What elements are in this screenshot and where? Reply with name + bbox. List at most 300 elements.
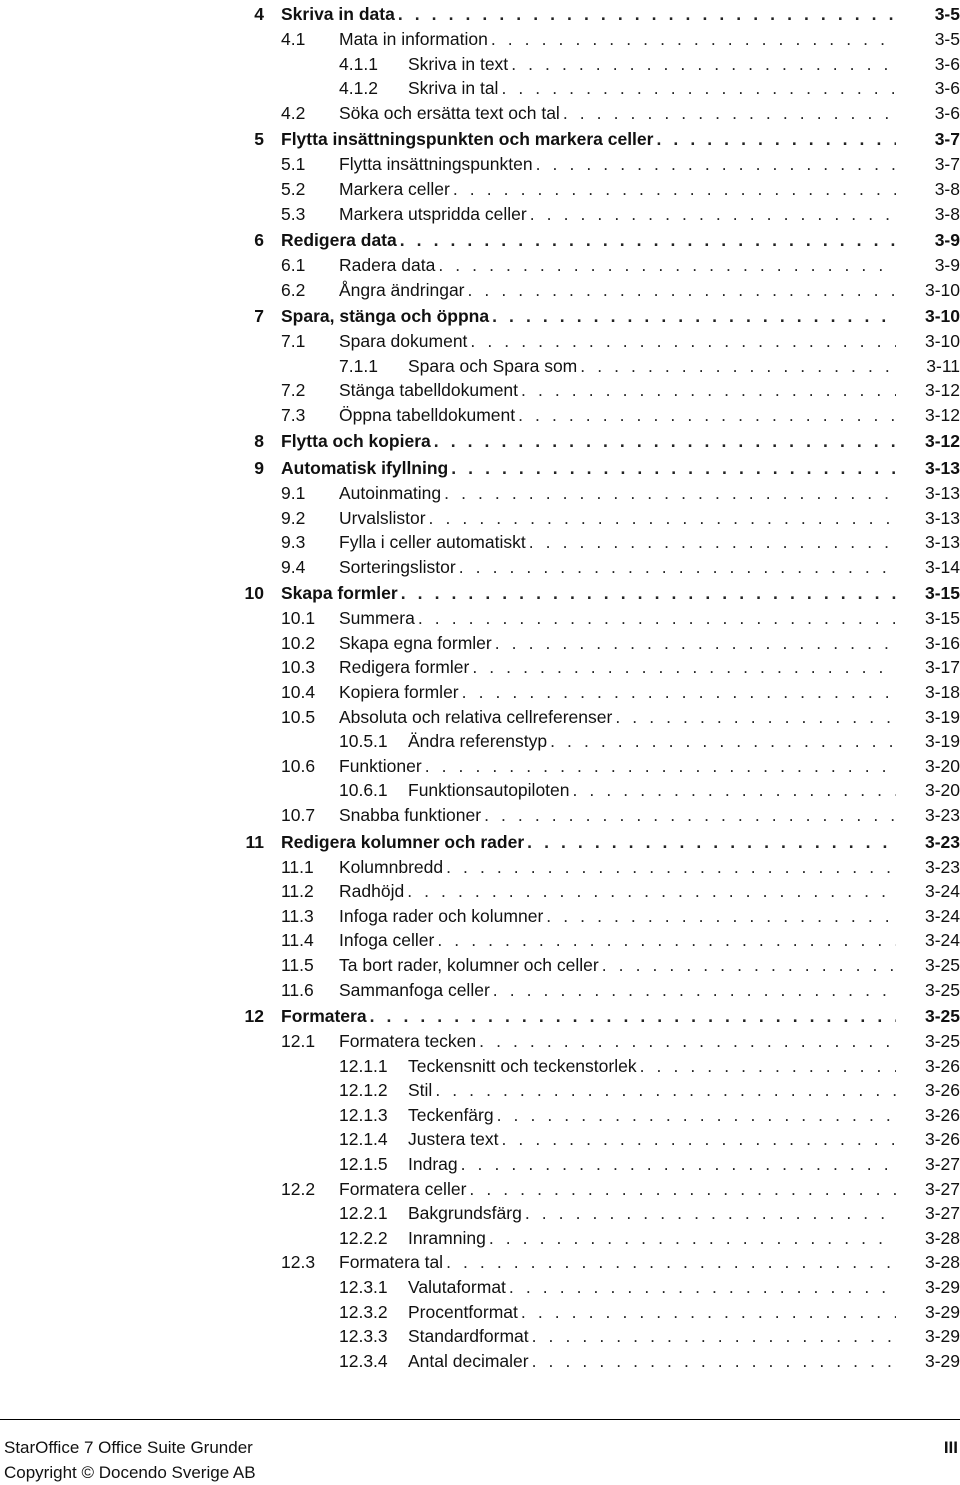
toc-entry-page: 3-8	[934, 178, 960, 199]
toc-entry-main	[408, 731, 896, 751]
toc-entry-main	[408, 780, 896, 800]
toc-entry-page: 3-27	[924, 1178, 960, 1199]
toc-entry-page: 3-8	[934, 203, 960, 224]
toc-entry-number: 10.2	[281, 632, 316, 653]
toc-entry-main	[339, 881, 896, 901]
toc-entry[interactable]	[0, 1347, 960, 1371]
toc-entry-main	[339, 483, 896, 503]
toc-entry-main	[339, 508, 896, 528]
toc-entry-number: 7.2	[281, 380, 306, 401]
toc-entry-title: Formatera tal	[339, 1252, 444, 1273]
dot-leader	[525, 1203, 896, 1223]
toc-entry-title: Formatera celler	[339, 1178, 467, 1199]
toc-entry-main	[408, 1277, 896, 1297]
toc-entry-title: Flytta insättningspunkten	[339, 154, 533, 175]
toc-entry[interactable]	[0, 1322, 960, 1346]
toc-entry-number: 11.1	[281, 856, 314, 877]
dot-leader	[479, 1031, 896, 1051]
toc-entry-page: 3-6	[934, 53, 960, 74]
toc-entry-page: 3-10	[924, 331, 960, 352]
toc-entry-main	[281, 306, 896, 326]
dot-leader	[451, 458, 896, 478]
toc-entry[interactable]	[0, 376, 960, 400]
toc-entry-page: 3-23	[924, 831, 960, 852]
toc-entry-page: 3-10	[924, 279, 960, 300]
toc-entry-page: 3-16	[924, 632, 960, 653]
toc-entry-main	[339, 707, 896, 727]
dot-leader	[550, 731, 896, 751]
toc-entry-main	[408, 1228, 896, 1248]
dot-leader	[437, 930, 896, 950]
toc-entry-number: 9.3	[281, 532, 306, 553]
toc-entry-page: 3-27	[924, 1203, 960, 1224]
toc-entry[interactable]	[0, 427, 960, 451]
toc-entry[interactable]	[0, 74, 960, 98]
toc-entry-title: Kopiera formler	[339, 682, 459, 702]
toc-entry-main	[281, 583, 896, 603]
toc-entry-page: 3-14	[924, 556, 960, 577]
toc-entry-number: 6	[254, 230, 264, 250]
toc-entry-main	[339, 29, 896, 49]
dot-leader	[573, 780, 897, 800]
dot-leader	[521, 1302, 896, 1322]
dot-leader	[602, 955, 896, 975]
toc-entry-title: Urvalslistor	[339, 507, 426, 528]
toc-entry-title: Ändra referenstyp	[408, 731, 548, 752]
toc-entry-number: 9	[254, 457, 264, 478]
dot-leader	[462, 682, 896, 702]
toc-entry-main	[339, 657, 896, 677]
dot-leader	[370, 1006, 896, 1026]
toc-entry-title: Kolumnbredd	[339, 856, 444, 877]
toc-entry-title: Snabba funktioner	[339, 805, 482, 825]
dot-leader	[489, 1228, 896, 1248]
toc-entry-page: 3-25	[924, 979, 960, 1000]
footer-divider	[0, 1419, 960, 1420]
toc-entry[interactable]	[0, 703, 960, 727]
toc-entry-main	[408, 1056, 896, 1076]
toc-entry-number: 11.6	[281, 979, 314, 1000]
toc-entry-page: 3-26	[924, 1080, 960, 1101]
toc-entry-title: Funktionsautopiloten	[408, 780, 570, 801]
dot-leader	[401, 583, 896, 603]
toc-entry-main	[408, 1080, 896, 1100]
toc-entry-main	[281, 832, 896, 852]
toc-entry-title: Mata in information	[339, 29, 488, 49]
toc-entry-page: 3-10	[924, 306, 960, 327]
toc-entry[interactable]	[0, 125, 960, 149]
toc-entry-main	[339, 955, 896, 975]
toc-entry[interactable]	[0, 50, 960, 74]
dot-leader	[398, 4, 896, 24]
toc-entry-page: 3-20	[924, 755, 960, 776]
toc-entry-number: 5.3	[281, 203, 306, 224]
dot-leader	[459, 557, 896, 577]
toc-entry-title: Valutaformat	[408, 1277, 506, 1297]
toc-entry-title: Redigera kolumner och rader	[281, 831, 525, 852]
toc-entry[interactable]	[0, 653, 960, 677]
toc-entry[interactable]	[0, 175, 960, 199]
toc-entry-main	[339, 930, 896, 950]
toc-entry-number: 12	[244, 1006, 264, 1026]
toc-entry-number: 4.1	[281, 29, 306, 49]
toc-entry-title: Ångra ändringar	[339, 279, 465, 300]
toc-entry[interactable]	[0, 1002, 960, 1026]
toc-entry-number: 12.3.1	[339, 1277, 388, 1297]
toc-entry-main	[408, 1154, 896, 1174]
toc-entry-main	[339, 154, 896, 174]
toc-entry-number: 9.4	[281, 556, 306, 577]
dot-leader	[495, 633, 896, 653]
toc-entry-number: 12.1	[281, 1031, 316, 1051]
toc-entry-number: 10.3	[281, 657, 316, 678]
toc-entry-page: 3-12	[924, 380, 960, 401]
dot-leader	[497, 1105, 896, 1125]
toc-entry[interactable]	[0, 1248, 960, 1272]
dot-leader	[429, 508, 896, 528]
toc-entry-page: 3-19	[924, 706, 960, 727]
dot-leader	[640, 1056, 896, 1076]
toc-entry-main	[281, 230, 896, 250]
toc-entry-title: Formatera	[281, 1006, 367, 1026]
dot-leader	[511, 54, 896, 74]
toc-entry-main	[339, 857, 896, 877]
toc-entry-page: 3-18	[924, 682, 960, 702]
toc-entry-main	[339, 608, 896, 628]
toc-entry-number: 10.5	[281, 706, 316, 727]
toc-entry-number: 4	[254, 4, 264, 24]
toc-entry-number: 11.3	[281, 905, 314, 926]
toc-entry-page: 3-19	[924, 731, 960, 752]
toc-entry[interactable]	[0, 200, 960, 224]
toc-entry-title: Radhöjd	[339, 881, 405, 902]
toc-entry-main	[281, 1006, 896, 1026]
toc-entry[interactable]	[0, 853, 960, 877]
dot-leader	[484, 805, 896, 825]
footer-book-title: StarOffice 7 Office Suite Grunder	[4, 1438, 253, 1457]
toc-entry-number: 7.1	[281, 331, 306, 352]
toc-entry[interactable]	[0, 1125, 960, 1149]
toc-entry-main	[339, 557, 896, 577]
dot-leader	[563, 103, 896, 123]
toc-entry-page: 3-24	[924, 930, 960, 951]
toc-entry-title: Radera data	[339, 255, 436, 275]
dot-leader	[472, 657, 896, 677]
toc-entry-number: 12.3.4	[339, 1350, 388, 1371]
toc-entry-main	[408, 54, 896, 74]
toc-entry-page: 3-24	[924, 905, 960, 926]
dot-leader	[492, 306, 896, 326]
toc-entry-page: 3-25	[924, 1006, 960, 1026]
toc-entry-title: Autoinmating	[339, 482, 442, 503]
toc-entry-main	[281, 129, 896, 149]
toc-entry[interactable]	[0, 1150, 960, 1174]
toc-entry[interactable]	[0, 604, 960, 628]
dot-leader	[469, 1179, 896, 1199]
dot-leader	[400, 230, 896, 250]
toc-entry[interactable]	[0, 951, 960, 975]
toc-entry-main	[339, 980, 896, 1000]
toc-entry-title: Infoga celler	[339, 930, 435, 951]
toc-entry-title: Söka och ersätta text och tal	[339, 102, 560, 123]
toc-entry-title: Absoluta och relativa cellreferenser	[339, 706, 613, 727]
dot-leader	[501, 1129, 896, 1149]
toc-entry-page: 3-13	[924, 457, 960, 478]
dot-leader	[418, 608, 896, 628]
dot-leader	[444, 483, 896, 503]
toc-entry[interactable]	[0, 251, 960, 275]
toc-entry-main	[408, 1105, 896, 1125]
toc-entry-title: Bakgrundsfärg	[408, 1203, 522, 1224]
toc-entry[interactable]	[0, 504, 960, 528]
toc-entry-number: 5.1	[281, 154, 306, 175]
toc-entry-page: 3-7	[934, 154, 960, 175]
toc-entry-page: 3-29	[924, 1326, 960, 1347]
toc-entry-title: Flytta och kopiera	[281, 431, 431, 452]
toc-entry-main	[281, 431, 896, 451]
toc-entry-page: 3-25	[924, 954, 960, 975]
toc-entry-title: Skriva in tal	[408, 78, 499, 99]
toc-entry[interactable]	[0, 801, 960, 825]
toc-entry-number: 4.1.2	[339, 78, 378, 99]
toc-entry-page: 3-29	[924, 1350, 960, 1371]
toc-entry[interactable]	[0, 752, 960, 776]
toc-entry-number: 4.2	[281, 102, 306, 123]
toc-entry[interactable]	[0, 276, 960, 300]
toc-entry-number: 5.2	[281, 178, 306, 199]
dot-leader	[521, 380, 896, 400]
toc-entry[interactable]	[0, 1027, 960, 1051]
toc-entry[interactable]	[0, 629, 960, 653]
toc-entry-page: 3-29	[924, 1277, 960, 1297]
toc-entry-page: 3-12	[924, 431, 960, 452]
toc-entry-number: 11	[245, 831, 264, 852]
toc-entry-page: 3-5	[934, 4, 960, 24]
toc-entry[interactable]	[0, 553, 960, 577]
toc-entry-main	[408, 78, 896, 98]
toc-entry-page: 3-20	[924, 780, 960, 801]
toc-entry[interactable]	[0, 1101, 960, 1125]
toc-entry-number: 9.2	[281, 507, 306, 528]
toc-entry-page: 3-9	[934, 230, 960, 250]
dot-leader	[491, 29, 896, 49]
toc-entry-number: 8	[254, 431, 264, 452]
toc-entry-page: 3-13	[924, 532, 960, 553]
toc-entry-main	[339, 331, 896, 351]
dot-leader	[446, 1252, 896, 1272]
toc-entry-number: 12.2	[281, 1178, 316, 1199]
toc-entry[interactable]	[0, 327, 960, 351]
toc-entry-page: 3-11	[926, 355, 960, 376]
toc-entry-number: 12.3.3	[339, 1326, 388, 1347]
toc-entry[interactable]	[0, 579, 960, 603]
toc-entry-page: 3-26	[924, 1104, 960, 1125]
toc-entry-main	[339, 756, 896, 776]
toc-entry-title: Spara, stänga och öppna	[281, 306, 490, 327]
toc-entry-page: 3-28	[924, 1252, 960, 1273]
toc-entry-title: Ta bort rader, kolumner och celler	[339, 954, 599, 975]
toc-entry-main	[408, 1302, 896, 1322]
toc-entry-main	[339, 103, 896, 123]
toc-entry-number: 11.4	[281, 930, 314, 951]
toc-entry-number: 10.6	[281, 755, 316, 776]
toc-entry[interactable]	[0, 454, 960, 478]
toc-entry-main	[281, 458, 896, 478]
toc-entry[interactable]	[0, 226, 960, 250]
toc-entry-page: 3-28	[924, 1227, 960, 1248]
toc-entry-number: 10.6.1	[339, 780, 388, 801]
toc-entry-title: Skapa egna formler	[339, 632, 492, 653]
toc-entry-page: 3-6	[934, 78, 960, 99]
toc-entry-title: Skriva in data	[281, 4, 395, 24]
toc-entry-page: 3-15	[924, 583, 960, 604]
toc-entry-main	[339, 204, 896, 224]
toc-entry-title: Markera celler	[339, 178, 450, 199]
toc-entry-main	[339, 633, 896, 653]
toc-entry-number: 7.3	[281, 404, 306, 425]
dot-leader	[435, 1080, 896, 1100]
toc-entry-title: Summera	[339, 608, 415, 629]
toc-entry-title: Skapa formler	[281, 583, 398, 604]
toc-entry-title: Inramning	[408, 1227, 486, 1248]
toc-entry-number: 6.1	[281, 255, 306, 275]
toc-entry[interactable]	[0, 25, 960, 49]
toc-entry-main	[408, 1326, 896, 1346]
toc-entry[interactable]	[0, 828, 960, 852]
toc-entry-title: Skriva in text	[408, 53, 509, 74]
toc-entry-page: 3-26	[924, 1129, 960, 1150]
dot-leader	[580, 356, 896, 376]
toc-entry[interactable]	[0, 678, 960, 702]
dot-leader	[434, 431, 896, 451]
toc-entry-number: 5	[254, 129, 264, 150]
dot-leader	[518, 405, 896, 425]
toc-entry[interactable]	[0, 401, 960, 425]
toc-entry-number: 10.4	[281, 682, 316, 702]
toc-entry-page: 3-5	[934, 29, 960, 49]
toc-entry[interactable]	[0, 727, 960, 751]
dot-leader	[615, 707, 896, 727]
toc-entry-number: 7	[254, 306, 264, 327]
toc-entry[interactable]	[0, 1175, 960, 1199]
toc-entry-main	[339, 1031, 896, 1051]
toc-entry-title: Redigera formler	[339, 657, 470, 678]
toc-entry-main	[339, 1252, 896, 1272]
toc-entry[interactable]	[0, 352, 960, 376]
toc-entry-number: 7.1.1	[339, 355, 378, 376]
toc-entry-title: Fylla i celler automatiskt	[339, 532, 526, 553]
toc-entry-page: 3-23	[924, 856, 960, 877]
toc-entry-title: Redigera data	[281, 230, 397, 250]
toc-entry-number: 12.3.2	[339, 1301, 388, 1322]
dot-leader	[453, 179, 896, 199]
toc-entry-title: Justera text	[408, 1129, 499, 1150]
toc-entry-number: 12.1.1	[339, 1055, 388, 1076]
dot-leader	[438, 255, 896, 275]
toc-entry-number: 10	[244, 583, 264, 604]
dot-leader	[546, 906, 896, 926]
toc-entry-title: Procentformat	[408, 1301, 518, 1322]
toc-entry-page: 3-23	[924, 805, 960, 825]
toc-entry[interactable]	[0, 776, 960, 800]
toc-entry-title: Spara och Spara som	[408, 355, 578, 376]
dot-leader	[493, 980, 896, 1000]
toc-entry-page: 3-9	[934, 255, 960, 275]
toc-entry-title: Stil	[408, 1080, 433, 1101]
toc-entry[interactable]	[0, 976, 960, 1000]
dot-leader	[501, 78, 896, 98]
toc-entry-page: 3-13	[924, 507, 960, 528]
toc-entry[interactable]	[0, 902, 960, 926]
toc-entry[interactable]	[0, 0, 960, 24]
toc-entry-number: 4.1.1	[339, 53, 378, 74]
toc-entry-number: 12.2.2	[339, 1227, 388, 1248]
toc-entry-number: 10.5.1	[339, 731, 388, 752]
toc-entry-main	[408, 1351, 896, 1371]
toc-entry[interactable]	[0, 479, 960, 503]
toc-entry[interactable]	[0, 1052, 960, 1076]
toc-entry-main	[408, 1129, 896, 1149]
toc-entry-title: Öppna tabelldokument	[339, 404, 516, 425]
toc-entry-main	[408, 1203, 896, 1223]
toc-entry-main	[339, 255, 896, 275]
toc-entry-main	[281, 4, 896, 24]
toc-entry-page: 3-13	[924, 482, 960, 503]
toc-entry[interactable]	[0, 302, 960, 326]
toc-entry-main	[339, 532, 896, 552]
toc-entry-number: 6.2	[281, 279, 306, 300]
toc-entry-number: 12.1.2	[339, 1080, 388, 1101]
toc-entry[interactable]	[0, 1273, 960, 1297]
toc-entry-page: 3-27	[924, 1154, 960, 1174]
toc-entry[interactable]	[0, 1298, 960, 1322]
toc-entry[interactable]	[0, 99, 960, 123]
toc-entry[interactable]	[0, 150, 960, 174]
toc-entry[interactable]	[0, 926, 960, 950]
toc-entry[interactable]	[0, 528, 960, 552]
dot-leader	[425, 756, 896, 776]
toc-entry[interactable]	[0, 877, 960, 901]
toc-entry-main	[339, 280, 896, 300]
toc-entry[interactable]	[0, 1076, 960, 1100]
toc-entry[interactable]	[0, 1199, 960, 1223]
toc-entry-page: 3-15	[924, 608, 960, 629]
toc-entry-number: 12.3	[281, 1252, 316, 1273]
toc-entry-page: 3-25	[924, 1031, 960, 1051]
dot-leader	[532, 1326, 896, 1346]
dot-leader	[468, 280, 897, 300]
toc-entry-main	[339, 906, 896, 926]
toc-entry-title: Stänga tabelldokument	[339, 380, 519, 401]
toc-entry-title: Flytta insättningspunkten och markera celler	[281, 129, 654, 150]
dot-leader	[407, 881, 896, 901]
dot-leader	[530, 204, 896, 224]
toc-entry-title: Indrag	[408, 1154, 458, 1174]
toc-entry-title: Automatisk ifyllning	[281, 457, 449, 478]
toc-entry-main	[339, 805, 896, 825]
dot-leader	[656, 129, 896, 149]
toc-entry-main	[339, 405, 896, 425]
dot-leader	[527, 832, 896, 852]
toc-entry-main	[339, 1179, 896, 1199]
dot-leader	[461, 1154, 896, 1174]
toc-entry-title: Markera utspridda celler	[339, 203, 527, 224]
toc-entry[interactable]	[0, 1224, 960, 1248]
toc-entry-number: 12.1.4	[339, 1129, 388, 1150]
toc-entry-title: Sorteringslistor	[339, 556, 456, 577]
footer-page-number: III	[943, 1438, 958, 1457]
toc-entry-page: 3-17	[924, 657, 960, 678]
